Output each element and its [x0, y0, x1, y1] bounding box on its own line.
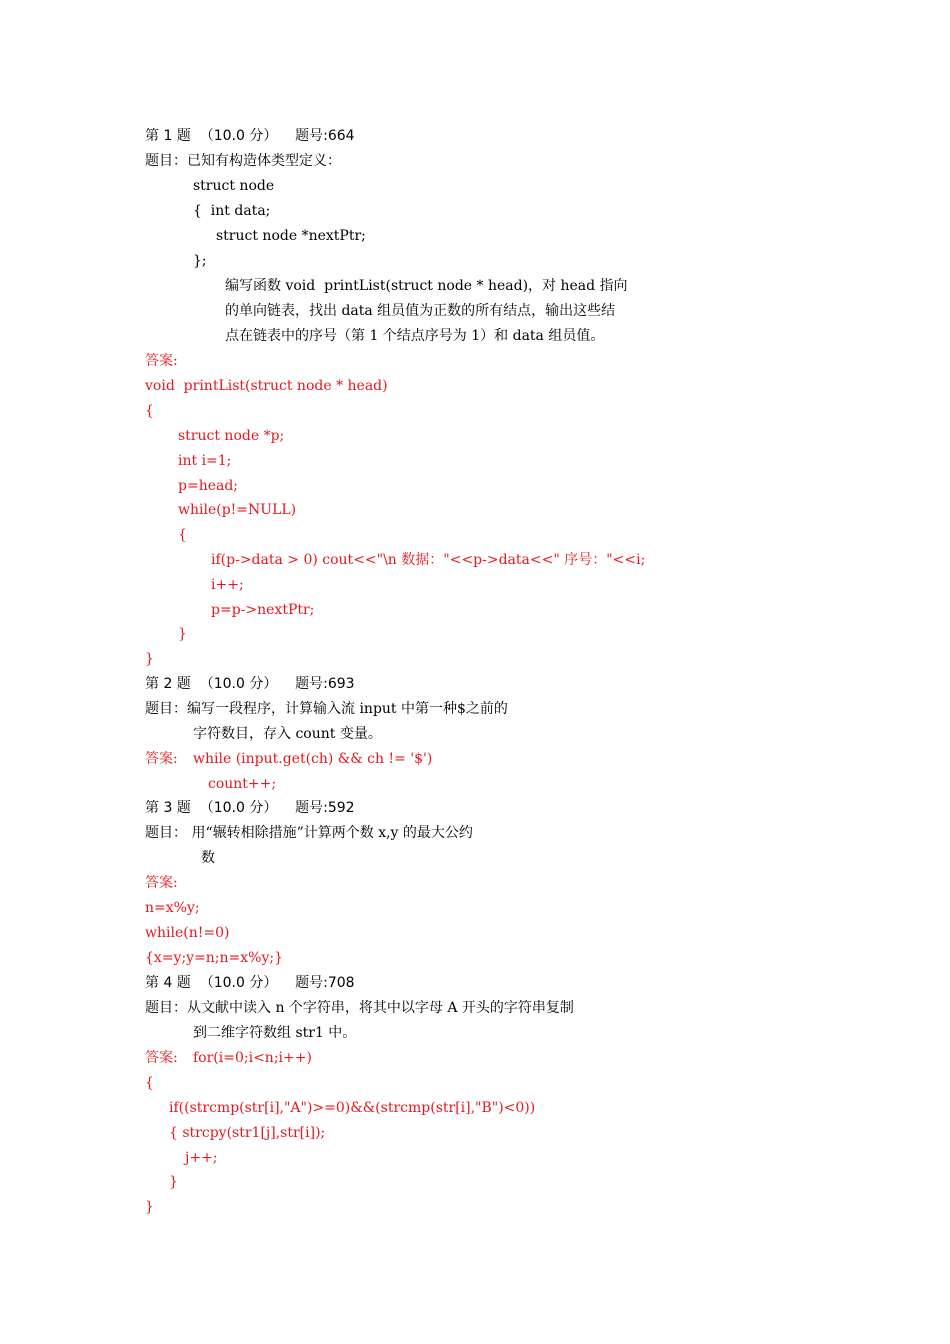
- code-line: count++;: [208, 776, 277, 792]
- code-line: if((strcmp(str[i],"A")>=0)&&(strcmp(str[i],"B")<0)): [169, 1100, 536, 1116]
- code-line: n=x%y;: [145, 900, 200, 916]
- question-2-header: 第 2 题 （10.0 分） 题号:693: [145, 676, 355, 692]
- code-line: p=head;: [178, 478, 239, 494]
- code-line: p=p->nextPtr;: [211, 602, 315, 618]
- question-1-header: 第 1 题 （10.0 分） 题号:664: [145, 128, 355, 144]
- code-line: while(p!=NULL): [178, 502, 297, 518]
- code-line: while (input.get(ch) && ch != '$'): [193, 751, 433, 767]
- code-line: }: [145, 1199, 154, 1215]
- struct-def-line: struct node: [193, 178, 275, 194]
- question-4-header: 第 4 题 （10.0 分） 题号:708: [145, 975, 355, 991]
- question-3-prompt: 数: [201, 850, 215, 866]
- code-line: {: [145, 1075, 154, 1091]
- code-line: if(p->data > 0) cout<<"\n 数据："<<p->data<<" 序号："<<i;: [211, 552, 646, 568]
- answer-label: 答案:: [145, 875, 178, 891]
- struct-def-line: struct node *nextPtr;: [216, 228, 366, 244]
- code-line: while(n!=0): [145, 925, 230, 941]
- code-line: j++;: [185, 1150, 218, 1166]
- code-line: struct node *p;: [178, 428, 285, 444]
- code-line: {: [178, 527, 187, 543]
- code-line: i++;: [211, 577, 244, 593]
- struct-def-line: { int data;: [193, 203, 271, 219]
- code-line: }: [178, 626, 187, 642]
- answer-label: 答案:: [145, 353, 178, 369]
- question-2-prompt: 题目：编写一段程序，计算输入流 input 中第一种$之前的: [145, 701, 508, 717]
- question-4-prompt: 题目：从文献中读入 n 个字符串，将其中以字母 A 开头的字符串复制: [145, 1000, 574, 1016]
- code-line: int i=1;: [178, 453, 232, 469]
- question-1-description: 编写函数 void printList(struct node * head)，对 head 指向: [225, 278, 628, 294]
- code-line: {x=y;y=n;n=x%y;}: [145, 950, 284, 966]
- code-line: }: [169, 1174, 178, 1190]
- question-3-prompt: 题目： 用“辗转相除措施”计算两个数 x,y 的最大公约: [145, 825, 473, 841]
- code-line: {: [145, 403, 154, 419]
- question-1-description: 点在链表中的序号（第 1 个结点序号为 1）和 data 组员值。: [225, 328, 605, 344]
- code-line: for(i=0;i<n;i++): [193, 1050, 312, 1066]
- question-1-description: 的单向链表，找出 data 组员值为正数的所有结点，输出这些结: [225, 303, 616, 319]
- code-line: void printList(struct node * head): [145, 378, 388, 394]
- code-line: { strcpy(str1[j],str[i]);: [169, 1125, 326, 1141]
- question-2-prompt: 字符数目，存入 count 变量。: [193, 726, 382, 742]
- code-line: }: [145, 651, 154, 667]
- question-4-prompt: 到二维字符数组 str1 中。: [193, 1025, 357, 1041]
- question-3-header: 第 3 题 （10.0 分） 题号:592: [145, 800, 355, 816]
- question-1-prompt: 题目：已知有构造体类型定义：: [145, 153, 341, 169]
- answer-label: 答案:: [145, 751, 178, 767]
- struct-def-line: };: [193, 253, 207, 269]
- answer-label: 答案:: [145, 1050, 178, 1066]
